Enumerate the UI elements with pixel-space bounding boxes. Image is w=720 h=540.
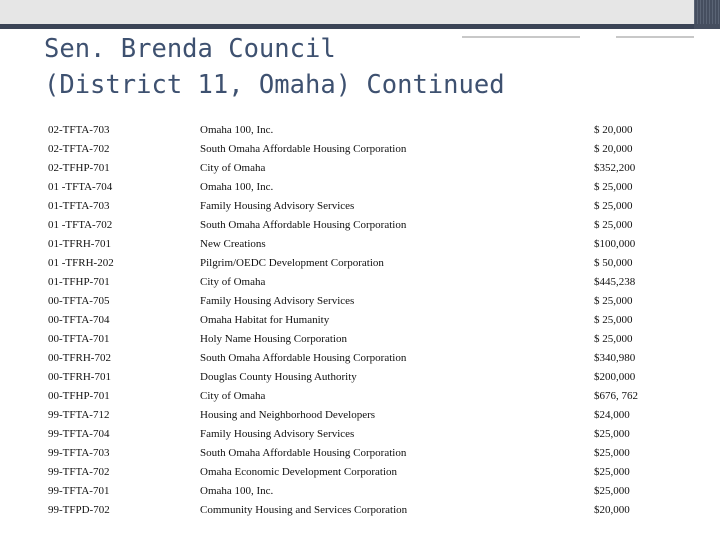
grant-amount: $ 25,000 bbox=[594, 200, 633, 212]
grant-code: 00-TFTA-704 bbox=[48, 314, 110, 326]
organization-name: South Omaha Affordable Housing Corporation bbox=[200, 352, 407, 364]
grant-amount: $ 20,000 bbox=[594, 124, 633, 136]
table-row bbox=[48, 482, 668, 501]
organization-name: South Omaha Affordable Housing Corporation bbox=[200, 143, 407, 155]
organization-name: Douglas County Housing Authority bbox=[200, 371, 357, 383]
grant-code: 00-TFTA-701 bbox=[48, 333, 110, 345]
table-row bbox=[48, 501, 668, 520]
grant-amount: $20,000 bbox=[594, 504, 630, 516]
grant-code: 00-TFTA-705 bbox=[48, 295, 110, 307]
organization-name: New Creations bbox=[200, 238, 266, 250]
table-row bbox=[48, 368, 668, 387]
table-row bbox=[48, 235, 668, 254]
table-row bbox=[48, 159, 668, 178]
grant-amount: $352,200 bbox=[594, 162, 636, 174]
organization-name: Omaha 100, Inc. bbox=[200, 485, 274, 497]
grant-code: 01 -TFTA-704 bbox=[48, 181, 113, 193]
grant-amount: $25,000 bbox=[594, 428, 630, 440]
table-row bbox=[48, 216, 668, 235]
grant-code: 02-TFTA-703 bbox=[48, 124, 110, 136]
table-row bbox=[48, 311, 668, 330]
table-row bbox=[48, 197, 668, 216]
table-row bbox=[48, 463, 668, 482]
grant-amount: $200,000 bbox=[594, 371, 636, 383]
grant-code: 99-TFTA-712 bbox=[48, 409, 110, 421]
organization-name: Housing and Neighborhood Developers bbox=[200, 409, 376, 421]
grant-amount: $ 25,000 bbox=[594, 219, 633, 231]
organization-name: Omaha Habitat for Humanity bbox=[200, 314, 330, 326]
table-row bbox=[48, 140, 668, 159]
grant-code: 02-TFHP-701 bbox=[48, 162, 110, 174]
organization-name: Family Housing Advisory Services bbox=[200, 295, 355, 307]
organization-name: Community Housing and Services Corporation bbox=[200, 504, 408, 516]
organization-name: Pilgrim/OEDC Development Corporation bbox=[200, 257, 384, 269]
table-row bbox=[48, 121, 668, 140]
header-band bbox=[0, 0, 720, 24]
grant-amount: $ 25,000 bbox=[594, 333, 633, 345]
grant-amount: $ 25,000 bbox=[594, 295, 633, 307]
organization-name: Family Housing Advisory Services bbox=[200, 200, 355, 212]
grant-amount: $676, 762 bbox=[594, 390, 638, 402]
grant-amount: $445,238 bbox=[594, 276, 636, 288]
grant-code: 99-TFTA-704 bbox=[48, 428, 110, 440]
grant-amount: $ 25,000 bbox=[594, 181, 633, 193]
organization-name: City of Omaha bbox=[200, 390, 266, 402]
corner-stripes bbox=[694, 0, 720, 24]
organization-name: Holy Name Housing Corporation bbox=[200, 333, 347, 345]
grant-code: 01-TFHP-701 bbox=[48, 276, 110, 288]
grant-amount: $ 50,000 bbox=[594, 257, 633, 269]
table-row bbox=[48, 349, 668, 368]
grant-table bbox=[48, 121, 668, 520]
grant-amount: $ 20,000 bbox=[594, 143, 633, 155]
organization-name: City of Omaha bbox=[200, 276, 266, 288]
organization-name: South Omaha Affordable Housing Corporation bbox=[200, 219, 407, 231]
grant-code: 99-TFTA-702 bbox=[48, 466, 110, 478]
grant-amount: $24,000 bbox=[594, 409, 630, 421]
grant-amount: $25,000 bbox=[594, 485, 630, 497]
grant-code: 01 -TFTA-702 bbox=[48, 219, 113, 231]
grant-code: 01 -TFRH-202 bbox=[48, 257, 114, 269]
grant-amount: $25,000 bbox=[594, 447, 630, 459]
table-row bbox=[48, 387, 668, 406]
organization-name: Omaha 100, Inc. bbox=[200, 181, 274, 193]
table-row bbox=[48, 273, 668, 292]
table-row bbox=[48, 330, 668, 349]
slide-title bbox=[44, 31, 644, 103]
table-row bbox=[48, 425, 668, 444]
grant-code: 01-TFTA-703 bbox=[48, 200, 110, 212]
organization-name: Omaha 100, Inc. bbox=[200, 124, 274, 136]
grant-code: 99-TFPD-702 bbox=[48, 504, 110, 516]
grant-code: 00-TFRH-701 bbox=[48, 371, 111, 383]
grant-code: 00-TFHP-701 bbox=[48, 390, 110, 402]
grant-amount: $25,000 bbox=[594, 466, 630, 478]
grant-amount: $340,980 bbox=[594, 352, 636, 364]
grant-code: 99-TFTA-701 bbox=[48, 485, 110, 497]
table-row bbox=[48, 444, 668, 463]
grant-code: 00-TFRH-702 bbox=[48, 352, 111, 364]
header-rule bbox=[0, 24, 720, 29]
grant-amount: $ 25,000 bbox=[594, 314, 633, 326]
organization-name: South Omaha Affordable Housing Corporation bbox=[200, 447, 407, 459]
organization-name: City of Omaha bbox=[200, 162, 266, 174]
organization-name: Omaha Economic Development Corporation bbox=[200, 466, 398, 478]
grant-amount: $100,000 bbox=[594, 238, 636, 250]
grant-code: 01-TFRH-701 bbox=[48, 238, 111, 250]
table-row bbox=[48, 406, 668, 425]
title-line-2: (District 11, Omaha) Continued bbox=[44, 70, 505, 100]
table-row bbox=[48, 254, 668, 273]
title-line-1: Sen. Brenda Council bbox=[44, 34, 336, 64]
table-row bbox=[48, 178, 668, 197]
grant-code: 02-TFTA-702 bbox=[48, 143, 110, 155]
table-row bbox=[48, 292, 668, 311]
grant-code: 99-TFTA-703 bbox=[48, 447, 110, 459]
organization-name: Family Housing Advisory Services bbox=[200, 428, 355, 440]
